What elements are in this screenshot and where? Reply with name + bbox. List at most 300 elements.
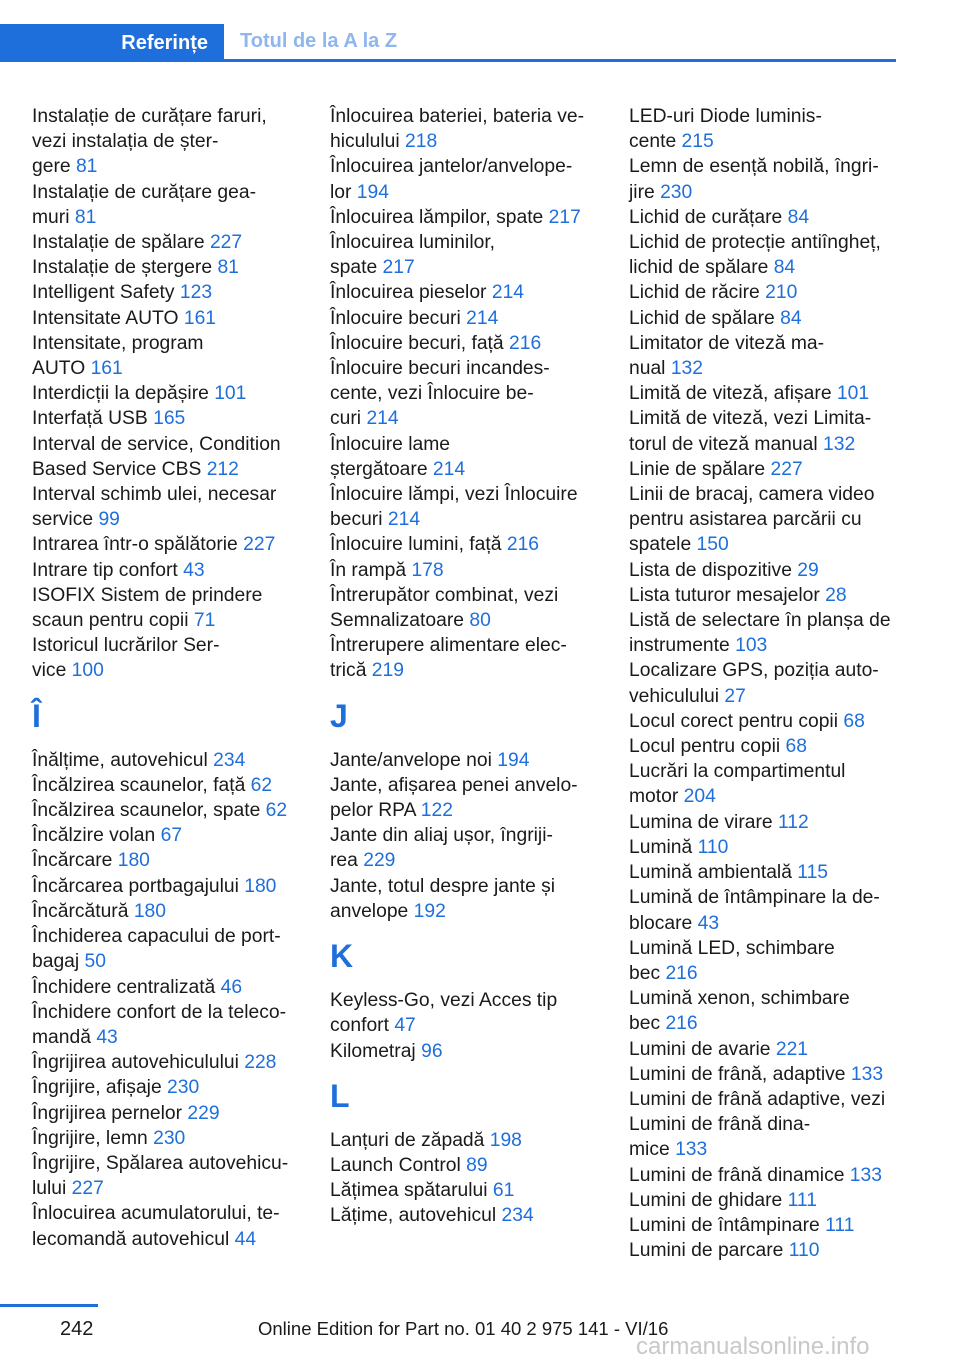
entry-term: LED-uri Diode luminis- <box>629 106 822 127</box>
entry-term: Lichid de protecție antiîngheț, <box>629 232 881 254</box>
page-link[interactable]: 84 <box>780 307 802 329</box>
index-entry <box>330 773 600 823</box>
entry-text <box>629 129 899 154</box>
page-link[interactable]: 133 <box>675 1139 708 1161</box>
entry-text <box>330 356 600 381</box>
index-entry <box>330 331 600 356</box>
entry-term: pelor RPA <box>330 800 416 822</box>
page-link[interactable]: 216 <box>506 534 540 556</box>
page-link[interactable]: 28 <box>825 584 847 606</box>
page-link[interactable]: 115 <box>797 862 829 884</box>
page-link[interactable]: 180 <box>244 875 277 897</box>
entry-term: Semnalizatoare <box>330 610 464 632</box>
page-link[interactable]: 214 <box>432 458 466 480</box>
page-link[interactable]: 210 <box>765 282 798 304</box>
index-entry <box>32 104 302 180</box>
entry-term: Închidere centralizată <box>32 976 216 998</box>
page-link[interactable]: 62 <box>265 800 288 822</box>
index-entry <box>629 1062 899 1087</box>
entry-text <box>629 835 899 860</box>
entry-term: Înlocuire becuri incandes- <box>330 358 550 380</box>
entry-term: lichid de spălare <box>629 257 769 279</box>
page-link[interactable]: 180 <box>117 850 150 872</box>
index-entry <box>629 885 899 935</box>
index-entry <box>32 255 302 280</box>
page-link[interactable]: 194 <box>497 749 530 771</box>
entry-term: Lumini de avarie <box>629 1038 771 1060</box>
page-link[interactable]: 43 <box>96 1026 118 1048</box>
entry-text <box>32 230 302 255</box>
page-link[interactable]: 80 <box>469 610 491 632</box>
page-link[interactable]: 219 <box>371 660 404 682</box>
entry-term: AUTO <box>32 358 86 380</box>
page-link[interactable]: 99 <box>98 509 120 531</box>
entry-text <box>629 709 899 734</box>
index-entry <box>330 306 600 331</box>
index-entry <box>32 432 302 482</box>
page-link[interactable]: 43 <box>697 912 720 934</box>
entry-term: Întrerupere alimentare elec- <box>330 635 567 657</box>
index-entry <box>32 583 302 633</box>
page-link[interactable]: 214 <box>491 282 525 304</box>
entry-term: bagaj <box>32 951 80 973</box>
entry-text <box>629 280 899 305</box>
entry-text <box>330 205 600 230</box>
index-entry <box>330 874 600 924</box>
entry-term: scaun pentru copii <box>32 610 189 632</box>
index-entry <box>330 532 600 557</box>
index-entry <box>32 773 302 798</box>
page-link[interactable]: 227 <box>209 232 243 254</box>
entry-term: rea <box>330 850 358 872</box>
page-link[interactable]: 165 <box>153 408 186 430</box>
index-entry <box>629 860 899 885</box>
entry-text <box>629 608 899 633</box>
entry-term: Înlocuire lămpi, vezi Înlocuire <box>330 484 578 506</box>
entry-term: Kilometraj <box>330 1040 416 1062</box>
page-link[interactable]: 230 <box>167 1077 200 1099</box>
entry-term: Intrare tip confort <box>32 559 178 581</box>
entry-text <box>330 658 600 683</box>
page-link[interactable]: 194 <box>356 181 389 203</box>
entry-term: Locul pentru copii <box>629 736 781 758</box>
page-link[interactable]: 180 <box>133 900 166 922</box>
entry-text <box>330 507 600 532</box>
entry-term: gere <box>32 156 71 178</box>
entry-term: Linii de bracaj, camera video <box>629 484 875 506</box>
entry-text <box>330 432 600 457</box>
page-link[interactable]: 27 <box>724 685 746 707</box>
index-entry <box>629 1163 899 1188</box>
index-entry <box>330 280 600 305</box>
index-entry <box>330 633 600 683</box>
page-link[interactable]: 198 <box>489 1129 522 1151</box>
entry-text <box>32 1050 302 1075</box>
entry-term: Lumini de frână, adaptive <box>629 1063 846 1085</box>
page-link[interactable]: 132 <box>823 433 856 455</box>
page-link[interactable]: 229 <box>363 850 396 872</box>
entry-term: Linie de spălare <box>629 458 766 480</box>
entry-term: Lemn de esență nobilă, îngri- <box>629 156 879 178</box>
entry-term: service <box>32 509 94 531</box>
entry-term: Keyless-Go, vezi Acces tip <box>330 990 558 1012</box>
entry-text <box>32 306 302 331</box>
page-link[interactable]: 214 <box>466 307 499 329</box>
entry-text <box>32 1227 302 1252</box>
page-link[interactable]: 81 <box>217 257 239 279</box>
index-entry <box>32 406 302 431</box>
entry-term: cente, vezi Înlocuire be- <box>330 383 534 405</box>
page-link[interactable]: 44 <box>234 1228 257 1250</box>
entry-text <box>330 1203 600 1228</box>
page-link[interactable]: 61 <box>492 1180 515 1202</box>
entry-text <box>32 924 302 949</box>
entry-text <box>629 684 899 709</box>
entry-term: anvelope <box>330 900 409 922</box>
page-link[interactable]: 123 <box>179 282 213 304</box>
page-link[interactable]: 47 <box>394 1015 416 1037</box>
page-link[interactable]: 43 <box>183 559 205 581</box>
page-link[interactable]: 111 <box>787 1189 817 1211</box>
entry-text <box>629 1213 899 1238</box>
entry-text <box>629 1188 899 1213</box>
entry-term: Interval de service, Condition <box>32 433 281 455</box>
page-number: 242 <box>60 1318 94 1340</box>
page-link[interactable]: 217 <box>382 257 415 279</box>
entry-text <box>629 1112 899 1137</box>
index-entry <box>330 482 600 532</box>
tab-totul-de-la-a-la-z[interactable]: Totul de la A la Z <box>240 30 398 52</box>
page-link[interactable]: 68 <box>843 710 865 732</box>
tab-referinte[interactable] <box>0 24 224 62</box>
entry-term: Limită de viteză, afișare <box>629 383 832 405</box>
entry-text <box>629 583 899 608</box>
entry-term: Îngrijirea pernelor <box>32 1102 183 1124</box>
entry-text <box>330 988 600 1013</box>
entry-term: Instalație de curățare faruri, <box>32 106 267 127</box>
entry-text <box>629 633 899 658</box>
entry-term: Încălzire volan <box>32 825 156 847</box>
index-entry <box>330 748 600 773</box>
section-letter: K <box>330 938 354 975</box>
page-link[interactable]: 81 <box>74 206 97 228</box>
entry-text <box>629 986 899 1011</box>
entry-text <box>330 154 600 179</box>
index-entry <box>330 1039 600 1064</box>
index-entry <box>629 759 899 809</box>
page-link[interactable]: 122 <box>420 800 453 822</box>
entry-text <box>629 205 899 230</box>
page-link[interactable]: 100 <box>71 660 104 682</box>
entry-text <box>629 180 899 205</box>
entry-text <box>330 798 600 823</box>
entry-term: Îngrijirea autovehiculului <box>32 1052 239 1074</box>
entry-text <box>330 406 600 431</box>
entry-term: Locul corect pentru copii <box>629 710 838 732</box>
page-link[interactable]: 192 <box>413 900 446 922</box>
index-entry <box>629 835 899 860</box>
page-link[interactable]: 112 <box>777 811 809 833</box>
page-link[interactable]: 230 <box>153 1127 186 1149</box>
entry-text <box>32 798 302 823</box>
entry-text <box>629 810 899 835</box>
index-entry <box>330 583 600 633</box>
page-link[interactable]: 234 <box>501 1205 534 1227</box>
entry-text <box>330 129 600 154</box>
entry-term: hiculului <box>330 131 400 153</box>
index-entry <box>32 381 302 406</box>
entry-text <box>32 658 302 683</box>
entry-text <box>629 1037 899 1062</box>
entry-term: Îngrijire, Spălarea autovehicu- <box>32 1152 289 1174</box>
entry-term: curi <box>330 408 362 430</box>
entry-text <box>32 1176 302 1201</box>
page-link[interactable]: 228 <box>244 1052 277 1074</box>
index-entry <box>629 558 899 583</box>
entry-text <box>629 1137 899 1162</box>
index-entry <box>629 406 899 456</box>
index-entry <box>330 1178 600 1203</box>
entry-term: Înlocuire becuri <box>330 307 461 329</box>
index-entry <box>330 823 600 873</box>
entry-term: Încărcătură <box>32 900 129 922</box>
entry-text <box>32 482 302 507</box>
page-link[interactable]: 227 <box>71 1178 104 1200</box>
page-link[interactable]: 229 <box>187 1102 220 1124</box>
page-link[interactable]: 29 <box>797 559 819 581</box>
entry-text <box>629 885 899 910</box>
entry-text <box>330 874 600 899</box>
entry-term: bec <box>629 962 661 984</box>
entry-text <box>629 104 899 129</box>
page-link[interactable]: 68 <box>785 736 807 758</box>
page-link[interactable]: 214 <box>366 408 399 430</box>
entry-text <box>32 1201 302 1226</box>
entry-term: Jante/anvelope noi <box>330 749 492 771</box>
entry-term: Jante din aliaj ușor, îngriji- <box>330 825 553 847</box>
page-link[interactable]: 133 <box>850 1063 884 1085</box>
entry-text <box>629 482 899 507</box>
entry-term: Intrarea într-o spălătorie <box>32 534 238 556</box>
entry-term: Lățime, autovehicul <box>330 1205 497 1227</box>
entry-text <box>32 975 302 1000</box>
page-link[interactable]: 216 <box>665 1013 698 1035</box>
entry-term: ștergătoare <box>330 458 428 480</box>
entry-text <box>629 381 899 406</box>
index-entry <box>330 230 600 280</box>
entry-text <box>629 432 899 457</box>
entry-text <box>32 356 302 381</box>
page-link[interactable]: 150 <box>696 534 729 556</box>
index-entry <box>32 1075 302 1100</box>
entry-term: Încălzirea scaunelor, față <box>32 774 246 796</box>
entry-text <box>629 457 899 482</box>
entry-term: instrumente <box>629 635 730 657</box>
entry-term: Înălțime, autovehicul <box>32 749 208 771</box>
entry-term: jire <box>629 181 655 203</box>
index-entry <box>629 230 899 280</box>
entry-term: Înlocuire lumini, față <box>330 534 502 556</box>
entry-term: Limită de viteză, vezi Limita- <box>629 408 872 430</box>
entry-text <box>629 759 899 784</box>
index-entry <box>629 583 899 608</box>
entry-text <box>32 154 302 179</box>
page-link[interactable]: 234 <box>213 749 246 771</box>
entry-term: Lățimea spătarului <box>330 1180 488 1202</box>
entry-text <box>629 936 899 961</box>
page-link[interactable]: 216 <box>665 962 698 984</box>
page-link[interactable]: 204 <box>683 786 716 808</box>
entry-term: trică <box>330 660 367 682</box>
entry-text <box>330 899 600 924</box>
entry-text <box>629 860 899 885</box>
entry-text <box>32 104 302 129</box>
index-entry <box>32 798 302 823</box>
entry-term: Instalație de spălare <box>32 232 205 254</box>
entry-term: Înlocuirea bateriei, bateria ve- <box>330 106 585 127</box>
index-entry <box>32 1050 302 1075</box>
index-entry <box>629 482 899 558</box>
entry-term: lului <box>32 1178 67 1200</box>
page-link[interactable]: 230 <box>660 181 693 203</box>
entry-term: motor <box>629 786 679 808</box>
index-entry <box>32 1151 302 1201</box>
page-link[interactable]: 84 <box>773 257 796 279</box>
page-link[interactable]: 96 <box>421 1040 443 1062</box>
entry-term: mandă <box>32 1026 91 1048</box>
entry-text <box>629 658 899 683</box>
index-entry <box>32 899 302 924</box>
tab-label: Referințe <box>121 31 208 54</box>
page-link[interactable]: 110 <box>697 836 729 858</box>
entry-term: Lanțuri de zăpadă <box>330 1129 485 1151</box>
page-link[interactable]: 89 <box>466 1154 488 1176</box>
entry-text <box>330 180 600 205</box>
index-entry <box>629 658 899 708</box>
entry-term: Instalație de ștergere <box>32 257 213 279</box>
page-link[interactable]: 227 <box>243 534 276 556</box>
page-link[interactable]: 215 <box>681 131 714 153</box>
index-entry <box>629 154 899 204</box>
index-entry <box>330 1153 600 1178</box>
entry-text <box>32 381 302 406</box>
page-link[interactable]: 161 <box>90 358 123 380</box>
entry-term: lecomandă autovehicul <box>32 1228 230 1250</box>
entry-text <box>32 633 302 658</box>
entry-term: Interval schimb ulei, necesar <box>32 484 277 506</box>
entry-text <box>629 306 899 331</box>
page-link[interactable]: 50 <box>84 951 106 973</box>
index-entry <box>32 482 302 532</box>
page-link[interactable]: 67 <box>160 825 183 847</box>
header-divider <box>0 59 896 62</box>
index-entry <box>32 823 302 848</box>
entry-term: În rampă <box>330 559 407 581</box>
index-entry <box>629 306 899 331</box>
page-link[interactable]: 46 <box>220 976 243 998</box>
entry-text <box>32 1025 302 1050</box>
index-entry <box>32 748 302 773</box>
index-entry <box>330 104 600 154</box>
page-link[interactable]: 71 <box>193 610 216 632</box>
entry-term: Lumină ambientală <box>629 862 792 884</box>
page-link[interactable]: 218 <box>405 131 438 153</box>
entry-text <box>330 773 600 798</box>
entry-text <box>330 583 600 608</box>
entry-text <box>330 104 600 129</box>
entry-term: Îngrijire, lemn <box>32 1127 148 1149</box>
entry-term: Lichid de spălare <box>629 307 775 329</box>
entry-term: vehiculului <box>629 685 720 707</box>
entry-term: mice <box>629 1139 670 1161</box>
entry-text <box>32 583 302 608</box>
index-entry <box>32 924 302 974</box>
index-entry <box>330 1128 600 1153</box>
entry-term: Lista de dispozitive <box>629 559 792 581</box>
entry-text <box>629 255 899 280</box>
index-entry <box>629 457 899 482</box>
entry-term: muri <box>32 206 70 228</box>
index-entry <box>629 381 899 406</box>
entry-term: Înlocuirea pieselor <box>330 282 487 304</box>
entry-term: Lucrări la compartimentul <box>629 761 846 783</box>
entry-text <box>32 1151 302 1176</box>
page-link[interactable]: 81 <box>75 156 98 178</box>
page-link[interactable]: 132 <box>670 358 703 380</box>
entry-term: confort <box>330 1015 389 1037</box>
entry-text <box>629 558 899 583</box>
entry-text <box>330 331 600 356</box>
page-link[interactable]: 101 <box>214 383 247 405</box>
entry-text <box>330 608 600 633</box>
entry-text <box>330 255 600 280</box>
index-entry <box>32 558 302 583</box>
page-link[interactable]: 212 <box>206 458 239 480</box>
page-link[interactable]: 111 <box>825 1214 855 1236</box>
page-link[interactable]: 214 <box>387 509 421 531</box>
entry-text <box>330 457 600 482</box>
entry-term: Încărcare <box>32 850 113 872</box>
entry-term: torul de viteză manual <box>629 433 818 455</box>
entry-text <box>629 230 899 255</box>
entry-text <box>32 532 302 557</box>
page-link[interactable]: 84 <box>787 206 810 228</box>
footer-divider <box>0 1304 98 1307</box>
entry-text <box>629 1062 899 1087</box>
page-link[interactable]: 101 <box>836 383 870 405</box>
page-link[interactable]: 178 <box>411 559 444 581</box>
entry-text <box>32 205 302 230</box>
entry-text <box>330 1178 600 1203</box>
entry-term: Instalație de curățare gea- <box>32 181 257 203</box>
index-entry <box>32 532 302 557</box>
page-link[interactable]: 217 <box>548 206 581 228</box>
page-link[interactable]: 227 <box>770 458 803 480</box>
page-link[interactable]: 216 <box>509 332 542 354</box>
page-link[interactable]: 133 <box>849 1164 882 1186</box>
entry-term: Launch Control <box>330 1154 461 1176</box>
watermark: carmanualsonline.info <box>636 1333 870 1360</box>
index-column-3 <box>629 104 899 1263</box>
entry-term: ISOFIX Sistem de prindere <box>32 584 263 606</box>
entry-text <box>629 1011 899 1036</box>
page-link[interactable]: 62 <box>250 774 273 796</box>
page-link[interactable]: 161 <box>183 307 217 329</box>
index-column-2 <box>330 104 600 1229</box>
page-link[interactable]: 103 <box>735 635 768 657</box>
page-link[interactable]: 221 <box>775 1038 809 1060</box>
page-link[interactable]: 110 <box>788 1240 820 1262</box>
